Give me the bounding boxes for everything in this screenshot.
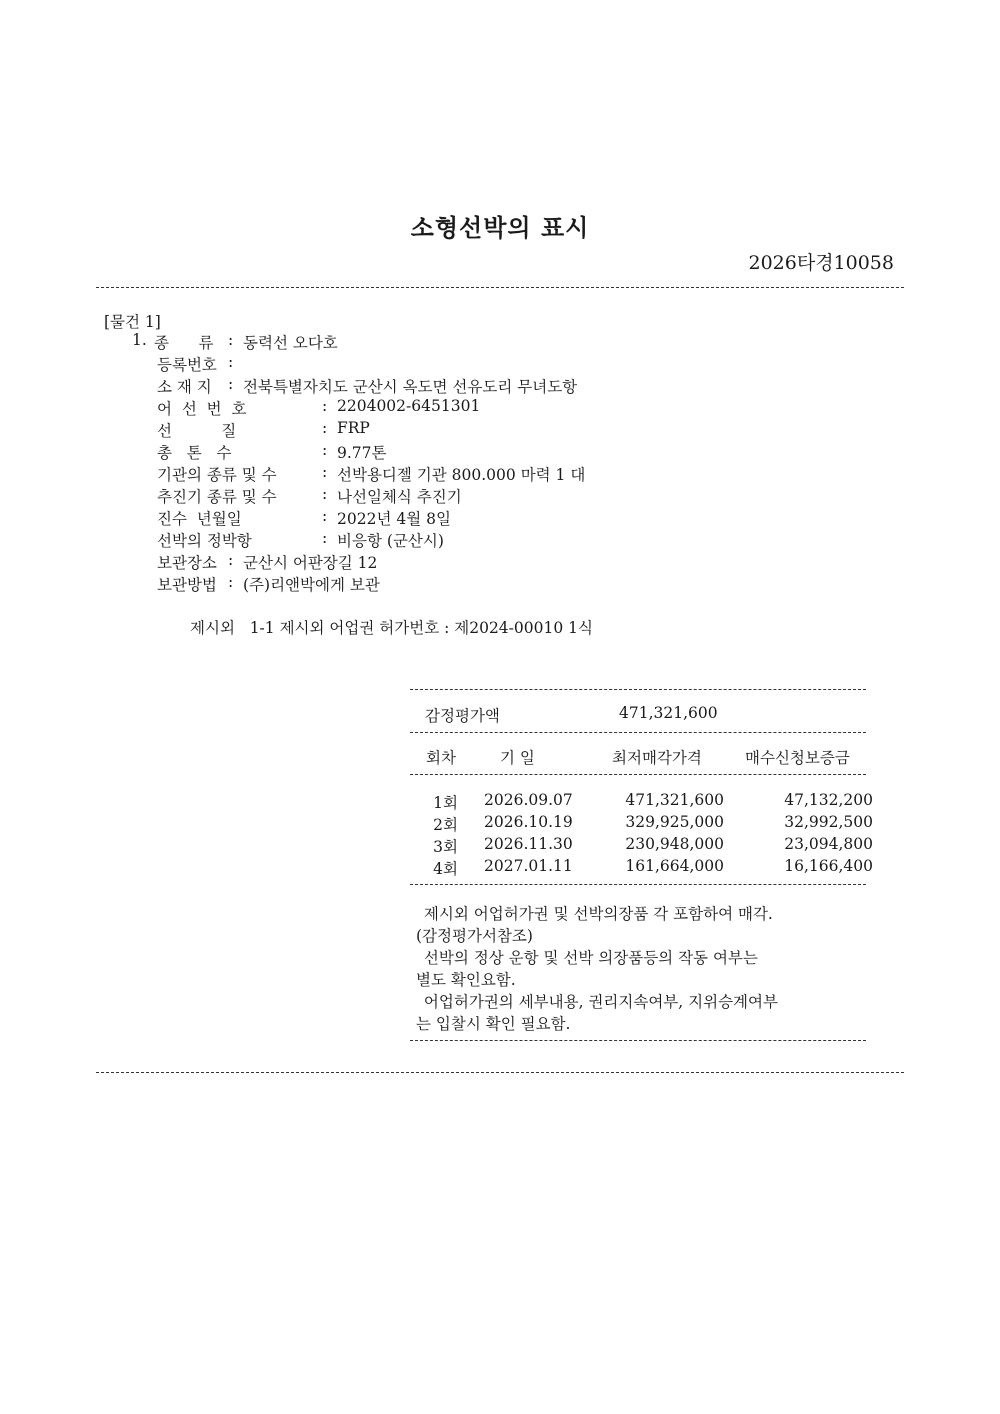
appraisal-top-divider: [410, 689, 866, 690]
field-storage-place-colon: :: [228, 551, 234, 569]
field-hull-label: 선 질: [157, 422, 237, 440]
field-launch-value: 2022년 4월 8일: [337, 510, 451, 528]
field-storage-method-value: (주)리앤박에게 보관: [243, 576, 380, 594]
field-kind-label: 종 류: [154, 334, 214, 352]
schedule-date: 2027.01.11: [484, 857, 573, 875]
schedule-deposit: 16,166,400: [784, 857, 873, 875]
schedule-header-divider: [410, 774, 866, 775]
schedule-deposit: 23,094,800: [784, 835, 873, 853]
field-vessel-no-value: 2204002-6451301: [337, 397, 481, 415]
schedule-header-min-price: 최저매각가격: [612, 749, 702, 767]
field-reg-no-label: 등록번호: [157, 356, 217, 374]
field-launch-label: 진수 년월일: [157, 510, 242, 528]
field-kind-value: 동력선 오다호: [243, 334, 338, 352]
schedule-min-price: 471,321,600: [625, 791, 724, 809]
field-propeller-colon: :: [322, 485, 328, 503]
schedule-round: 4회: [433, 860, 458, 878]
field-storage-place-value: 군산시 어판장길 12: [243, 554, 378, 572]
field-kind-colon: :: [228, 331, 234, 349]
schedule-round: 1회: [433, 794, 458, 812]
item-header: [물건 1]: [104, 313, 161, 331]
field-launch-colon: :: [322, 507, 328, 525]
field-engine-value: 선박용디젤 기관 800.000 마력 1 대: [337, 466, 586, 484]
remarks-bottom-divider: [410, 1040, 866, 1041]
schedule-deposit: 47,132,200: [784, 791, 873, 809]
field-engine-label: 기관의 종류 및 수: [157, 466, 277, 484]
item-number: 1.: [132, 331, 147, 349]
schedule-date: 2026.09.07: [484, 791, 573, 809]
field-port-label: 선박의 정박항: [157, 532, 252, 550]
schedule-min-price: 161,664,000: [625, 857, 724, 875]
field-hull-colon: :: [322, 419, 328, 437]
remark-line-5: 어업허가권의 세부내용, 권리지속여부, 지위승계여부: [419, 993, 778, 1011]
field-tonnage-label: 총 톤 수: [157, 444, 232, 462]
appraisal-label: 감정평가액: [425, 707, 500, 725]
appraisal-bottom-divider: [410, 732, 866, 733]
bottom-divider: [96, 1072, 904, 1073]
field-location-value: 전북특별자치도 군산시 옥도면 선유도리 무녀도항: [243, 378, 578, 396]
field-vessel-no-colon: :: [322, 397, 328, 415]
field-vessel-no-label: 어 선 번 호: [157, 400, 247, 418]
remark-line-3: 선박의 정상 운항 및 선박 의장품등의 작동 여부는: [419, 949, 758, 967]
field-propeller-value: 나선일체식 추진기: [337, 488, 462, 506]
remark-line-4: 별도 확인요함.: [416, 971, 516, 989]
document-title: 소형선박의 표시: [410, 214, 590, 242]
field-tonnage-value: 9.77톤: [337, 444, 387, 462]
field-port-value: 비응항 (군산시): [337, 532, 444, 550]
exclusion-note: 제시외 1-1 제시외 어업권 허가번호 : 제2024-00010 1식: [190, 619, 593, 637]
schedule-min-price: 329,925,000: [625, 813, 724, 831]
schedule-deposit: 32,992,500: [784, 813, 873, 831]
field-engine-colon: :: [322, 463, 328, 481]
schedule-round: 3회: [433, 838, 458, 856]
field-reg-no-colon: :: [228, 353, 234, 371]
field-storage-place-label: 보관장소: [157, 554, 217, 572]
remark-line-1: 제시외 어업허가권 및 선박의장품 각 포함하여 매각.: [419, 905, 773, 923]
schedule-min-price: 230,948,000: [625, 835, 724, 853]
schedule-date: 2026.11.30: [484, 835, 573, 853]
field-location-colon: :: [228, 375, 234, 393]
field-propeller-label: 추진기 종류 및 수: [157, 488, 277, 506]
appraisal-value: 471,321,600: [619, 704, 718, 722]
field-tonnage-colon: :: [322, 441, 328, 459]
remark-line-6: 는 입찰시 확인 필요함.: [416, 1015, 571, 1033]
case-number: 2026타경10058: [748, 252, 894, 274]
schedule-header-deposit: 매수신청보증금: [745, 749, 850, 767]
schedule-date: 2026.10.19: [484, 813, 573, 831]
schedule-round: 2회: [433, 816, 458, 834]
remark-line-2: (감정평가서참조): [416, 927, 533, 945]
schedule-header-round: 회차: [426, 749, 456, 767]
field-location-label: 소 재 지: [157, 378, 212, 396]
schedule-header-date: 기 일: [500, 749, 535, 767]
top-divider: [96, 287, 904, 288]
field-storage-method-colon: :: [228, 573, 234, 591]
field-storage-method-label: 보관방법: [157, 576, 217, 594]
field-hull-value: FRP: [337, 419, 370, 437]
schedule-bottom-divider: [410, 884, 866, 885]
field-port-colon: :: [322, 529, 328, 547]
